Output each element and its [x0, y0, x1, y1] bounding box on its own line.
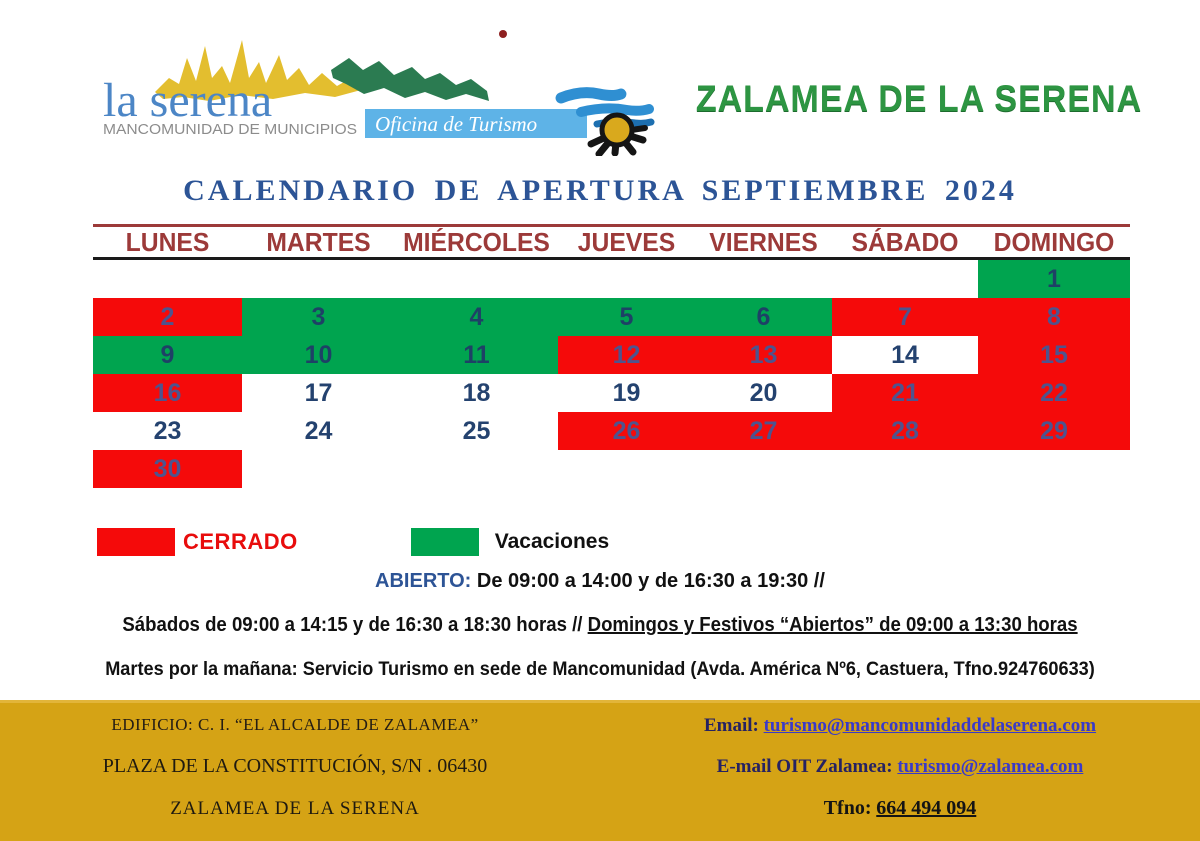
calendar-week-row [93, 260, 1130, 298]
calendar-week-row [93, 336, 1130, 374]
calendar-day-cell-16: 16 [93, 374, 242, 412]
tourism-banner-text: Oficina de Turismo [375, 112, 538, 136]
calendar-day-cell-25: 25 [395, 412, 558, 450]
calendar-day-cell-13: 13 [695, 336, 832, 374]
weekday-header-miércoles: MIÉRCOLES [403, 226, 550, 257]
weekday-header-domingo: DOMINGO [993, 226, 1115, 257]
footer-building: EDIFICIO: C. I. “EL ALCALDE DE ZALAMEA” [111, 715, 479, 734]
weekday-header-lunes: LUNES [125, 226, 210, 257]
footer-address: PLAZA DE LA CONSTITUCIÓN, S/N . 06430 [102, 755, 488, 777]
weekday-header-jueves: JUEVES [577, 226, 676, 257]
logo-graphic [95, 28, 660, 156]
calendar-day-cell-22: 22 [978, 374, 1130, 412]
footer-contact-block [630, 715, 1170, 820]
calendar-empty-cell [558, 450, 695, 488]
footer-town: ZALAMEA DE LA SERENA [170, 798, 420, 819]
footer-email-line [704, 715, 1096, 737]
calendar-day-cell-17: 17 [242, 374, 395, 412]
calendar-day-cell-14: 14 [832, 336, 978, 374]
opening-hours-line [0, 570, 1200, 593]
calendar-day-cell-19: 19 [558, 374, 695, 412]
red-dot-artifact [499, 30, 507, 38]
email2-label: E-mail OIT Zalamea: [716, 756, 893, 777]
calendar-grid [93, 260, 1130, 488]
calendar-empty-cell [558, 260, 695, 298]
email-label: Email: [703, 715, 759, 736]
calendar-day-cell-20: 20 [695, 374, 832, 412]
calendar-day-cell-15: 15 [978, 336, 1130, 374]
calendar-day-cell-24: 24 [242, 412, 395, 450]
sunday-hours-text: Domingos y Festivos “Abiertos” de 09:00 a 13:30 horas [587, 614, 1078, 636]
footer-bar [0, 700, 1200, 841]
calendar-day-cell-8: 8 [978, 298, 1130, 336]
legend [97, 528, 609, 556]
email2-link[interactable]: turismo@zalamea.com [897, 756, 1084, 777]
calendar-week-row [93, 374, 1130, 412]
calendar-empty-cell [242, 450, 395, 488]
cloud-icon [561, 93, 621, 98]
calendar-day-cell-26: 26 [558, 412, 695, 450]
calendar-empty-cell [395, 260, 558, 298]
calendar-empty-cell [978, 450, 1130, 488]
calendar-empty-cell [242, 260, 395, 298]
footer-address-block [55, 715, 535, 820]
calendar-empty-cell [395, 450, 558, 488]
calendar-empty-cell [832, 260, 978, 298]
abierto-label: ABIERTO: [375, 570, 472, 592]
calendar-empty-cell [832, 450, 978, 488]
calendar-day-cell-5: 5 [558, 298, 695, 336]
hours-separator: // [572, 614, 588, 636]
calendar-day-cell-11: 11 [395, 336, 558, 374]
calendar-day-cell-29: 29 [978, 412, 1130, 450]
la-serena-logo [95, 28, 660, 156]
email-link[interactable]: turismo@mancomunidaddelaserena.com [763, 715, 1097, 736]
calendar-day-cell-28: 28 [832, 412, 978, 450]
weekday-header-viernes: VIERNES [709, 226, 818, 257]
weekday-header-sábado: SÁBADO [851, 226, 959, 257]
calendar-day-cell-18: 18 [395, 374, 558, 412]
page-title: CALENDARIO DE APERTURA SEPTIEMBRE 2024 [183, 174, 1017, 207]
calendar-day-cell-12: 12 [558, 336, 695, 374]
green-scribble-icon [331, 58, 489, 101]
calendar-day-cell-6: 6 [695, 298, 832, 336]
calendar-day-cell-4: 4 [395, 298, 558, 336]
calendar-empty-cell [695, 450, 832, 488]
vacation-color-swatch [411, 528, 479, 556]
calendar-week-row [93, 298, 1130, 336]
footer-phone-line [824, 797, 977, 820]
logo-subtitle-text: MANCOMUNIDAD DE MUNICIPIOS [103, 121, 357, 138]
closed-legend-label: CERRADO [183, 529, 298, 554]
tuesday-note-line: Martes por la mañana: Servicio Turismo en sede de Mancomunidad (Avda. América Nº6, Castuera, Tfno.924760633) [105, 658, 1095, 680]
weekday-header-martes: MARTES [266, 226, 371, 257]
closed-color-swatch [97, 528, 175, 556]
calendar-day-cell-30: 30 [93, 450, 242, 488]
calendar-day-cell-10: 10 [242, 336, 395, 374]
calendar-week-row [93, 412, 1130, 450]
calendar-day-cell-7: 7 [832, 298, 978, 336]
calendar-day-cell-3: 3 [242, 298, 395, 336]
vacation-legend-label: Vacaciones [494, 530, 610, 553]
calendar-day-cell-2: 2 [93, 298, 242, 336]
footer-email2-line [717, 756, 1084, 778]
abierto-hours-text: De 09:00 a 14:00 y de 16:30 a 19:30 // [471, 570, 825, 592]
september-calendar [93, 224, 1130, 488]
saturday-hours-text: Sábados de 09:00 a 14:15 y de 16:30 a 18:30 horas [122, 614, 573, 636]
logo-brand-text: la serena [103, 74, 273, 127]
calendar-empty-cell [93, 260, 242, 298]
phone-label: Tfno: [823, 797, 872, 819]
calendar-day-cell-9: 9 [93, 336, 242, 374]
calendar-day-cell-27: 27 [695, 412, 832, 450]
town-title: ZALAMEA DE LA SERENA [695, 78, 1143, 120]
calendar-empty-cell [695, 260, 832, 298]
calendar-week-row [93, 450, 1130, 488]
calendar-day-cell-23: 23 [93, 412, 242, 450]
cloud-icon [581, 108, 649, 112]
calendar-day-cell-1: 1 [978, 260, 1130, 298]
calendar-day-cell-21: 21 [832, 374, 978, 412]
weekday-header-row [93, 224, 1130, 260]
saturday-sunday-hours-line [42, 614, 1158, 637]
phone-link[interactable]: 664 494 094 [876, 797, 977, 819]
